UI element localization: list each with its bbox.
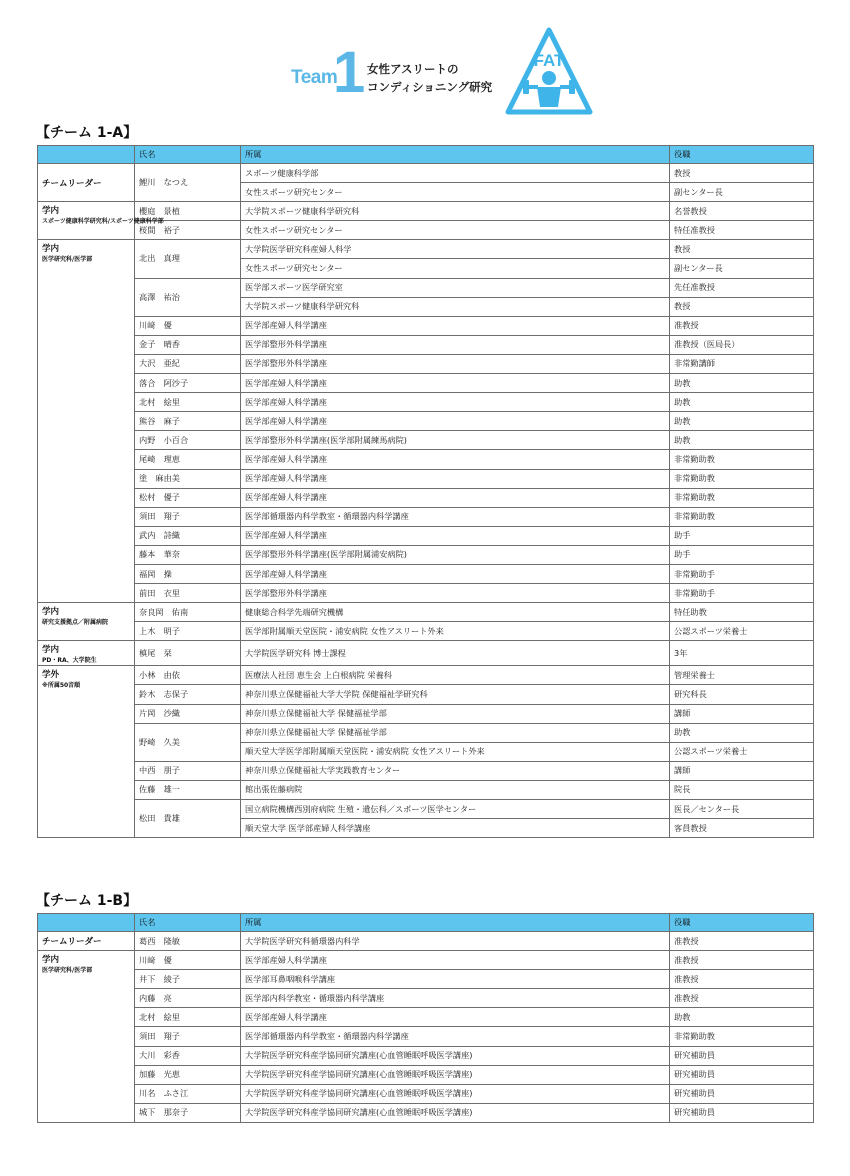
col-header-affiliation: 所属 bbox=[241, 146, 670, 164]
position-cell: 准教授 bbox=[670, 932, 814, 951]
position-cell: 非常勤助手 bbox=[670, 584, 814, 603]
affiliation-cell: 医学部内科学教室・循環器内科学講座 bbox=[241, 989, 670, 1008]
member-name: 大沢 亜紀 bbox=[135, 354, 241, 373]
table-row bbox=[38, 932, 814, 951]
table-row bbox=[38, 723, 814, 742]
position-cell: 研究補助員 bbox=[670, 1103, 814, 1122]
position-cell: 非常勤助教 bbox=[670, 1027, 814, 1046]
position-cell: 准教授 bbox=[670, 951, 814, 970]
category-cell bbox=[38, 666, 135, 838]
table-row bbox=[38, 685, 814, 704]
category-sublabel: 研究支援拠点／附属病院 bbox=[42, 619, 109, 627]
affiliation-cell: 大学院医学研究科 博士課程 bbox=[241, 641, 670, 666]
affiliation-cell: 医学部スポーツ医学研究室 bbox=[241, 278, 670, 297]
member-name: 大川 彩香 bbox=[135, 1046, 241, 1065]
project-title-line1: 女性アスリートの bbox=[367, 62, 459, 76]
member-name: 奈良岡 佑南 bbox=[135, 603, 241, 622]
category-label: 学内 bbox=[42, 645, 60, 656]
affiliation-cell: 大学院医学研究科産婦人科学 bbox=[241, 240, 670, 259]
member-name: 中西 朋子 bbox=[135, 761, 241, 780]
affiliation-cell: 医学部産婦人科学講座 bbox=[241, 412, 670, 431]
position-cell: 教授 bbox=[670, 297, 814, 316]
member-name: 小林 由依 bbox=[135, 666, 241, 685]
table-row bbox=[38, 989, 814, 1008]
table-row bbox=[38, 622, 814, 641]
position-cell: 准教授（医局長） bbox=[670, 335, 814, 354]
position-cell: 研究補助員 bbox=[670, 1065, 814, 1084]
affiliation-cell: 医学部整形外科学講座 bbox=[241, 584, 670, 603]
table-row bbox=[38, 584, 814, 603]
affiliation-cell: 医学部産婦人科学講座 bbox=[241, 316, 670, 335]
position-cell: 助教 bbox=[670, 374, 814, 393]
table-row bbox=[38, 641, 814, 666]
affiliation-cell: 女性スポーツ研究センター bbox=[241, 221, 670, 240]
affiliation-cell: 医療法人社団 恵生会 上白根病院 栄養科 bbox=[241, 666, 670, 685]
position-cell: 研究補助員 bbox=[670, 1046, 814, 1065]
position-cell: 管理栄養士 bbox=[670, 666, 814, 685]
table-row bbox=[38, 202, 814, 221]
affiliation-cell: 神奈川県立保健福祉大学大学院 保健福祉学研究科 bbox=[241, 685, 670, 704]
member-name: 川﨑 優 bbox=[135, 951, 241, 970]
col-header-category bbox=[38, 146, 135, 164]
member-name: 塗 麻由美 bbox=[135, 469, 241, 488]
member-name: 松田 貴雄 bbox=[135, 800, 241, 838]
affiliation-cell: 神奈川県立保健福祉大学 保健福祉学部 bbox=[241, 704, 670, 723]
position-cell: 公認スポーツ栄養士 bbox=[670, 622, 814, 641]
position-cell: 准教授 bbox=[670, 316, 814, 335]
col-header-name: 氏名 bbox=[135, 146, 241, 164]
category-cell bbox=[38, 603, 135, 641]
affiliation-cell: 大学院医学研究科産学協同研究講座(心血管睡眠呼吸医学講座) bbox=[241, 1084, 670, 1103]
col-header-position: 役職 bbox=[670, 146, 814, 164]
member-name: 内藤 亮 bbox=[135, 989, 241, 1008]
table-row bbox=[38, 1103, 814, 1122]
position-cell: 助教 bbox=[670, 431, 814, 450]
category-cell bbox=[38, 932, 135, 951]
position-cell: 教授 bbox=[670, 164, 814, 183]
team-word: Team bbox=[291, 67, 338, 88]
table-row bbox=[38, 526, 814, 545]
table-row bbox=[38, 603, 814, 622]
affiliation-cell: 大学院スポーツ健康科学研究科 bbox=[241, 297, 670, 316]
position-cell: 名誉教授 bbox=[670, 202, 814, 221]
member-name: 櫻庭 景植 bbox=[135, 202, 241, 221]
position-cell: 医長／センター長 bbox=[670, 800, 814, 819]
table-row bbox=[38, 431, 814, 450]
affiliation-cell: 医学部整形外科学講座(医学部附属浦安病院) bbox=[241, 545, 670, 564]
table-row bbox=[38, 374, 814, 393]
col-header-affiliation: 所属 bbox=[241, 914, 670, 932]
table-row bbox=[38, 1027, 814, 1046]
category-label: 学外 bbox=[42, 670, 60, 681]
affiliation-cell: 医学部産婦人科学講座 bbox=[241, 450, 670, 469]
affiliation-cell: 大学院医学研究科循環器内科学 bbox=[241, 932, 670, 951]
category-cell bbox=[38, 164, 135, 202]
table-row bbox=[38, 800, 814, 819]
table-row bbox=[38, 164, 814, 183]
member-name: 北村 絵里 bbox=[135, 1008, 241, 1027]
position-cell: 院長 bbox=[670, 780, 814, 799]
member-name: 松村 優子 bbox=[135, 488, 241, 507]
affiliation-cell: 医学部産婦人科学講座 bbox=[241, 1008, 670, 1027]
affiliation-cell: 大学院スポーツ健康科学研究科 bbox=[241, 202, 670, 221]
category-cell bbox=[38, 641, 135, 666]
member-name: 城下 那奈子 bbox=[135, 1103, 241, 1122]
affiliation-cell: 順天堂大学医学部附属順天堂医院・浦安病院 女性アスリート外来 bbox=[241, 742, 670, 761]
position-cell: 先任准教授 bbox=[670, 278, 814, 297]
member-name: 福岡 操 bbox=[135, 564, 241, 583]
affiliation-cell: 医学部循環器内科学教室・循環器内科学講座 bbox=[241, 1027, 670, 1046]
team-1b-roster-table bbox=[37, 913, 814, 1123]
table-row bbox=[38, 545, 814, 564]
table-row bbox=[38, 1065, 814, 1084]
category-sublabel: 医学研究科/医学部 bbox=[42, 967, 93, 975]
member-name: 井下 綾子 bbox=[135, 970, 241, 989]
position-cell: 非常勤助教 bbox=[670, 450, 814, 469]
affiliation-cell: 神奈川県立保健福祉大学実践教育センター bbox=[241, 761, 670, 780]
position-cell: 助手 bbox=[670, 545, 814, 564]
position-cell: 教授 bbox=[670, 240, 814, 259]
affiliation-cell: 医学部産婦人科学講座 bbox=[241, 526, 670, 545]
position-cell: 非常勤助手 bbox=[670, 564, 814, 583]
team-1a-roster-table bbox=[37, 145, 814, 838]
table-row bbox=[38, 354, 814, 373]
position-cell: 非常勤助教 bbox=[670, 507, 814, 526]
affiliation-cell: 医学部産婦人科学講座 bbox=[241, 393, 670, 412]
position-cell: 特任助教 bbox=[670, 603, 814, 622]
col-header-position: 役職 bbox=[670, 914, 814, 932]
position-cell: 研究補助員 bbox=[670, 1084, 814, 1103]
affiliation-cell: 大学院医学研究科産学協同研究講座(心血管睡眠呼吸医学講座) bbox=[241, 1046, 670, 1065]
member-name: 熊谷 麻子 bbox=[135, 412, 241, 431]
member-name: 葛西 隆敏 bbox=[135, 932, 241, 951]
affiliation-cell: 医学部耳鼻咽喉科学講座 bbox=[241, 970, 670, 989]
table-row bbox=[38, 1008, 814, 1027]
table-row bbox=[38, 335, 814, 354]
affiliation-cell: 大学院医学研究科産学協同研究講座(心血管睡眠呼吸医学講座) bbox=[241, 1103, 670, 1122]
category-cell bbox=[38, 240, 135, 603]
member-name: 佐藤 雄一 bbox=[135, 780, 241, 799]
table-row bbox=[38, 564, 814, 583]
affiliation-cell: 健康総合科学先端研究機構 bbox=[241, 603, 670, 622]
category-sublabel: PD・RA、大学院生 bbox=[42, 657, 97, 665]
affiliation-cell: 医学部産婦人科学講座 bbox=[241, 374, 670, 393]
table-row bbox=[38, 240, 814, 259]
category-label: チームリーダー bbox=[42, 937, 102, 948]
position-cell: 助教 bbox=[670, 1008, 814, 1027]
position-cell: 講師 bbox=[670, 761, 814, 780]
affiliation-cell: 順天堂大学 医学部産婦人科学講座 bbox=[241, 819, 670, 838]
affiliation-cell: 女性スポーツ研究センター bbox=[241, 183, 670, 202]
member-name: 北村 絵里 bbox=[135, 393, 241, 412]
position-cell: 准教授 bbox=[670, 989, 814, 1008]
table-row bbox=[38, 507, 814, 526]
position-cell: 3年 bbox=[670, 641, 814, 666]
team-number: 1 bbox=[333, 40, 366, 105]
table-header-row bbox=[38, 914, 814, 932]
member-name: 槙尾 栞 bbox=[135, 641, 241, 666]
affiliation-cell: 医学部循環器内科学教室・循環器内科学講座 bbox=[241, 507, 670, 526]
position-cell: 助教 bbox=[670, 412, 814, 431]
position-cell: 准教授 bbox=[670, 970, 814, 989]
category-label: チームリーダー bbox=[42, 178, 102, 189]
table-header-row bbox=[38, 146, 814, 164]
member-name: 前田 衣里 bbox=[135, 584, 241, 603]
affiliation-cell: 女性スポーツ研究センター bbox=[241, 259, 670, 278]
section-title-team-1a: 【チーム 1-A】 bbox=[36, 125, 138, 141]
affiliation-cell: 医学部整形外科学講座 bbox=[241, 335, 670, 354]
member-name: 藤本 華奈 bbox=[135, 545, 241, 564]
position-cell: 非常勤助教 bbox=[670, 469, 814, 488]
member-name: 金子 晴香 bbox=[135, 335, 241, 354]
member-name: 内野 小百合 bbox=[135, 431, 241, 450]
position-cell: 副センター長 bbox=[670, 183, 814, 202]
member-name: 川名 ふさ江 bbox=[135, 1084, 241, 1103]
member-name: 須田 翔子 bbox=[135, 507, 241, 526]
position-cell: 講師 bbox=[670, 704, 814, 723]
position-cell: 公認スポーツ栄養士 bbox=[670, 742, 814, 761]
category-label: 学内 bbox=[42, 955, 60, 966]
category-cell bbox=[38, 951, 135, 1123]
col-header-name: 氏名 bbox=[135, 914, 241, 932]
affiliation-cell: 国立病院機構西別府病院 生殖・遺伝科／スポーツ医学センター bbox=[241, 800, 670, 819]
member-name: 野崎 久美 bbox=[135, 723, 241, 761]
category-label: 学内 bbox=[42, 206, 60, 217]
table-row bbox=[38, 704, 814, 723]
category-sublabel: ※所属50音順 bbox=[42, 682, 81, 690]
member-name: 須田 翔子 bbox=[135, 1027, 241, 1046]
table-row bbox=[38, 970, 814, 989]
member-name: 落合 阿沙子 bbox=[135, 374, 241, 393]
table-row bbox=[38, 1046, 814, 1065]
section-title-team-1b: 【チーム 1-B】 bbox=[36, 893, 138, 909]
table-row bbox=[38, 951, 814, 970]
table-row bbox=[38, 780, 814, 799]
affiliation-cell: 医学部整形外科学講座(医学部附属練馬病院) bbox=[241, 431, 670, 450]
affiliation-cell: 大学院医学研究科産学協同研究講座(心血管睡眠呼吸医学講座) bbox=[241, 1065, 670, 1084]
table-row bbox=[38, 412, 814, 431]
page-header bbox=[0, 0, 850, 120]
affiliation-cell: 神奈川県立保健福祉大学 保健福祉学部 bbox=[241, 723, 670, 742]
member-name: 鯉川 なつえ bbox=[135, 164, 241, 202]
position-cell: 助教 bbox=[670, 723, 814, 742]
member-name: 武内 詩織 bbox=[135, 526, 241, 545]
project-title-line2: コンディショニング研究 bbox=[367, 80, 493, 94]
affiliation-cell: 医学部附属順天堂医院・浦安病院 女性アスリート外来 bbox=[241, 622, 670, 641]
member-name: 北出 真理 bbox=[135, 240, 241, 278]
affiliation-cell: 医学部産婦人科学講座 bbox=[241, 488, 670, 507]
affiliation-cell: 館出張佐藤病院 bbox=[241, 780, 670, 799]
position-cell: 助教 bbox=[670, 393, 814, 412]
table-row bbox=[38, 666, 814, 685]
category-label: 学内 bbox=[42, 607, 60, 618]
table-row bbox=[38, 316, 814, 335]
table-row bbox=[38, 450, 814, 469]
fat-logo bbox=[506, 27, 592, 115]
logo-text: FAT bbox=[533, 51, 565, 70]
member-name: 桜間 裕子 bbox=[135, 221, 241, 240]
member-name: 鈴木 志保子 bbox=[135, 685, 241, 704]
table-row bbox=[38, 1084, 814, 1103]
position-cell: 助手 bbox=[670, 526, 814, 545]
table-row bbox=[38, 393, 814, 412]
position-cell: 研究科長 bbox=[670, 685, 814, 704]
position-cell: 特任准教授 bbox=[670, 221, 814, 240]
table-row bbox=[38, 488, 814, 507]
member-name: 尾崎 理恵 bbox=[135, 450, 241, 469]
member-name: 上木 明子 bbox=[135, 622, 241, 641]
member-name: 片岡 沙織 bbox=[135, 704, 241, 723]
table-row bbox=[38, 761, 814, 780]
member-name: 川﨑 優 bbox=[135, 316, 241, 335]
position-cell: 非常勤講師 bbox=[670, 354, 814, 373]
member-name: 高澤 祐治 bbox=[135, 278, 241, 316]
affiliation-cell: スポーツ健康科学部 bbox=[241, 164, 670, 183]
affiliation-cell: 医学部産婦人科学講座 bbox=[241, 951, 670, 970]
col-header-category bbox=[38, 914, 135, 932]
affiliation-cell: 医学部産婦人科学講座 bbox=[241, 469, 670, 488]
table-row bbox=[38, 469, 814, 488]
category-sublabel: 医学研究科/医学部 bbox=[42, 256, 93, 264]
category-sublabel: スポーツ健康科学研究科/スポーツ健康科学部 bbox=[42, 218, 164, 226]
position-cell: 客員教授 bbox=[670, 819, 814, 838]
category-label: 学内 bbox=[42, 244, 60, 255]
affiliation-cell: 医学部整形外科学講座 bbox=[241, 354, 670, 373]
member-name: 加藤 光恵 bbox=[135, 1065, 241, 1084]
athlete-figure-icon bbox=[523, 71, 575, 107]
position-cell: 副センター長 bbox=[670, 259, 814, 278]
table-row bbox=[38, 278, 814, 297]
affiliation-cell: 医学部産婦人科学講座 bbox=[241, 564, 670, 583]
position-cell: 非常勤助教 bbox=[670, 488, 814, 507]
